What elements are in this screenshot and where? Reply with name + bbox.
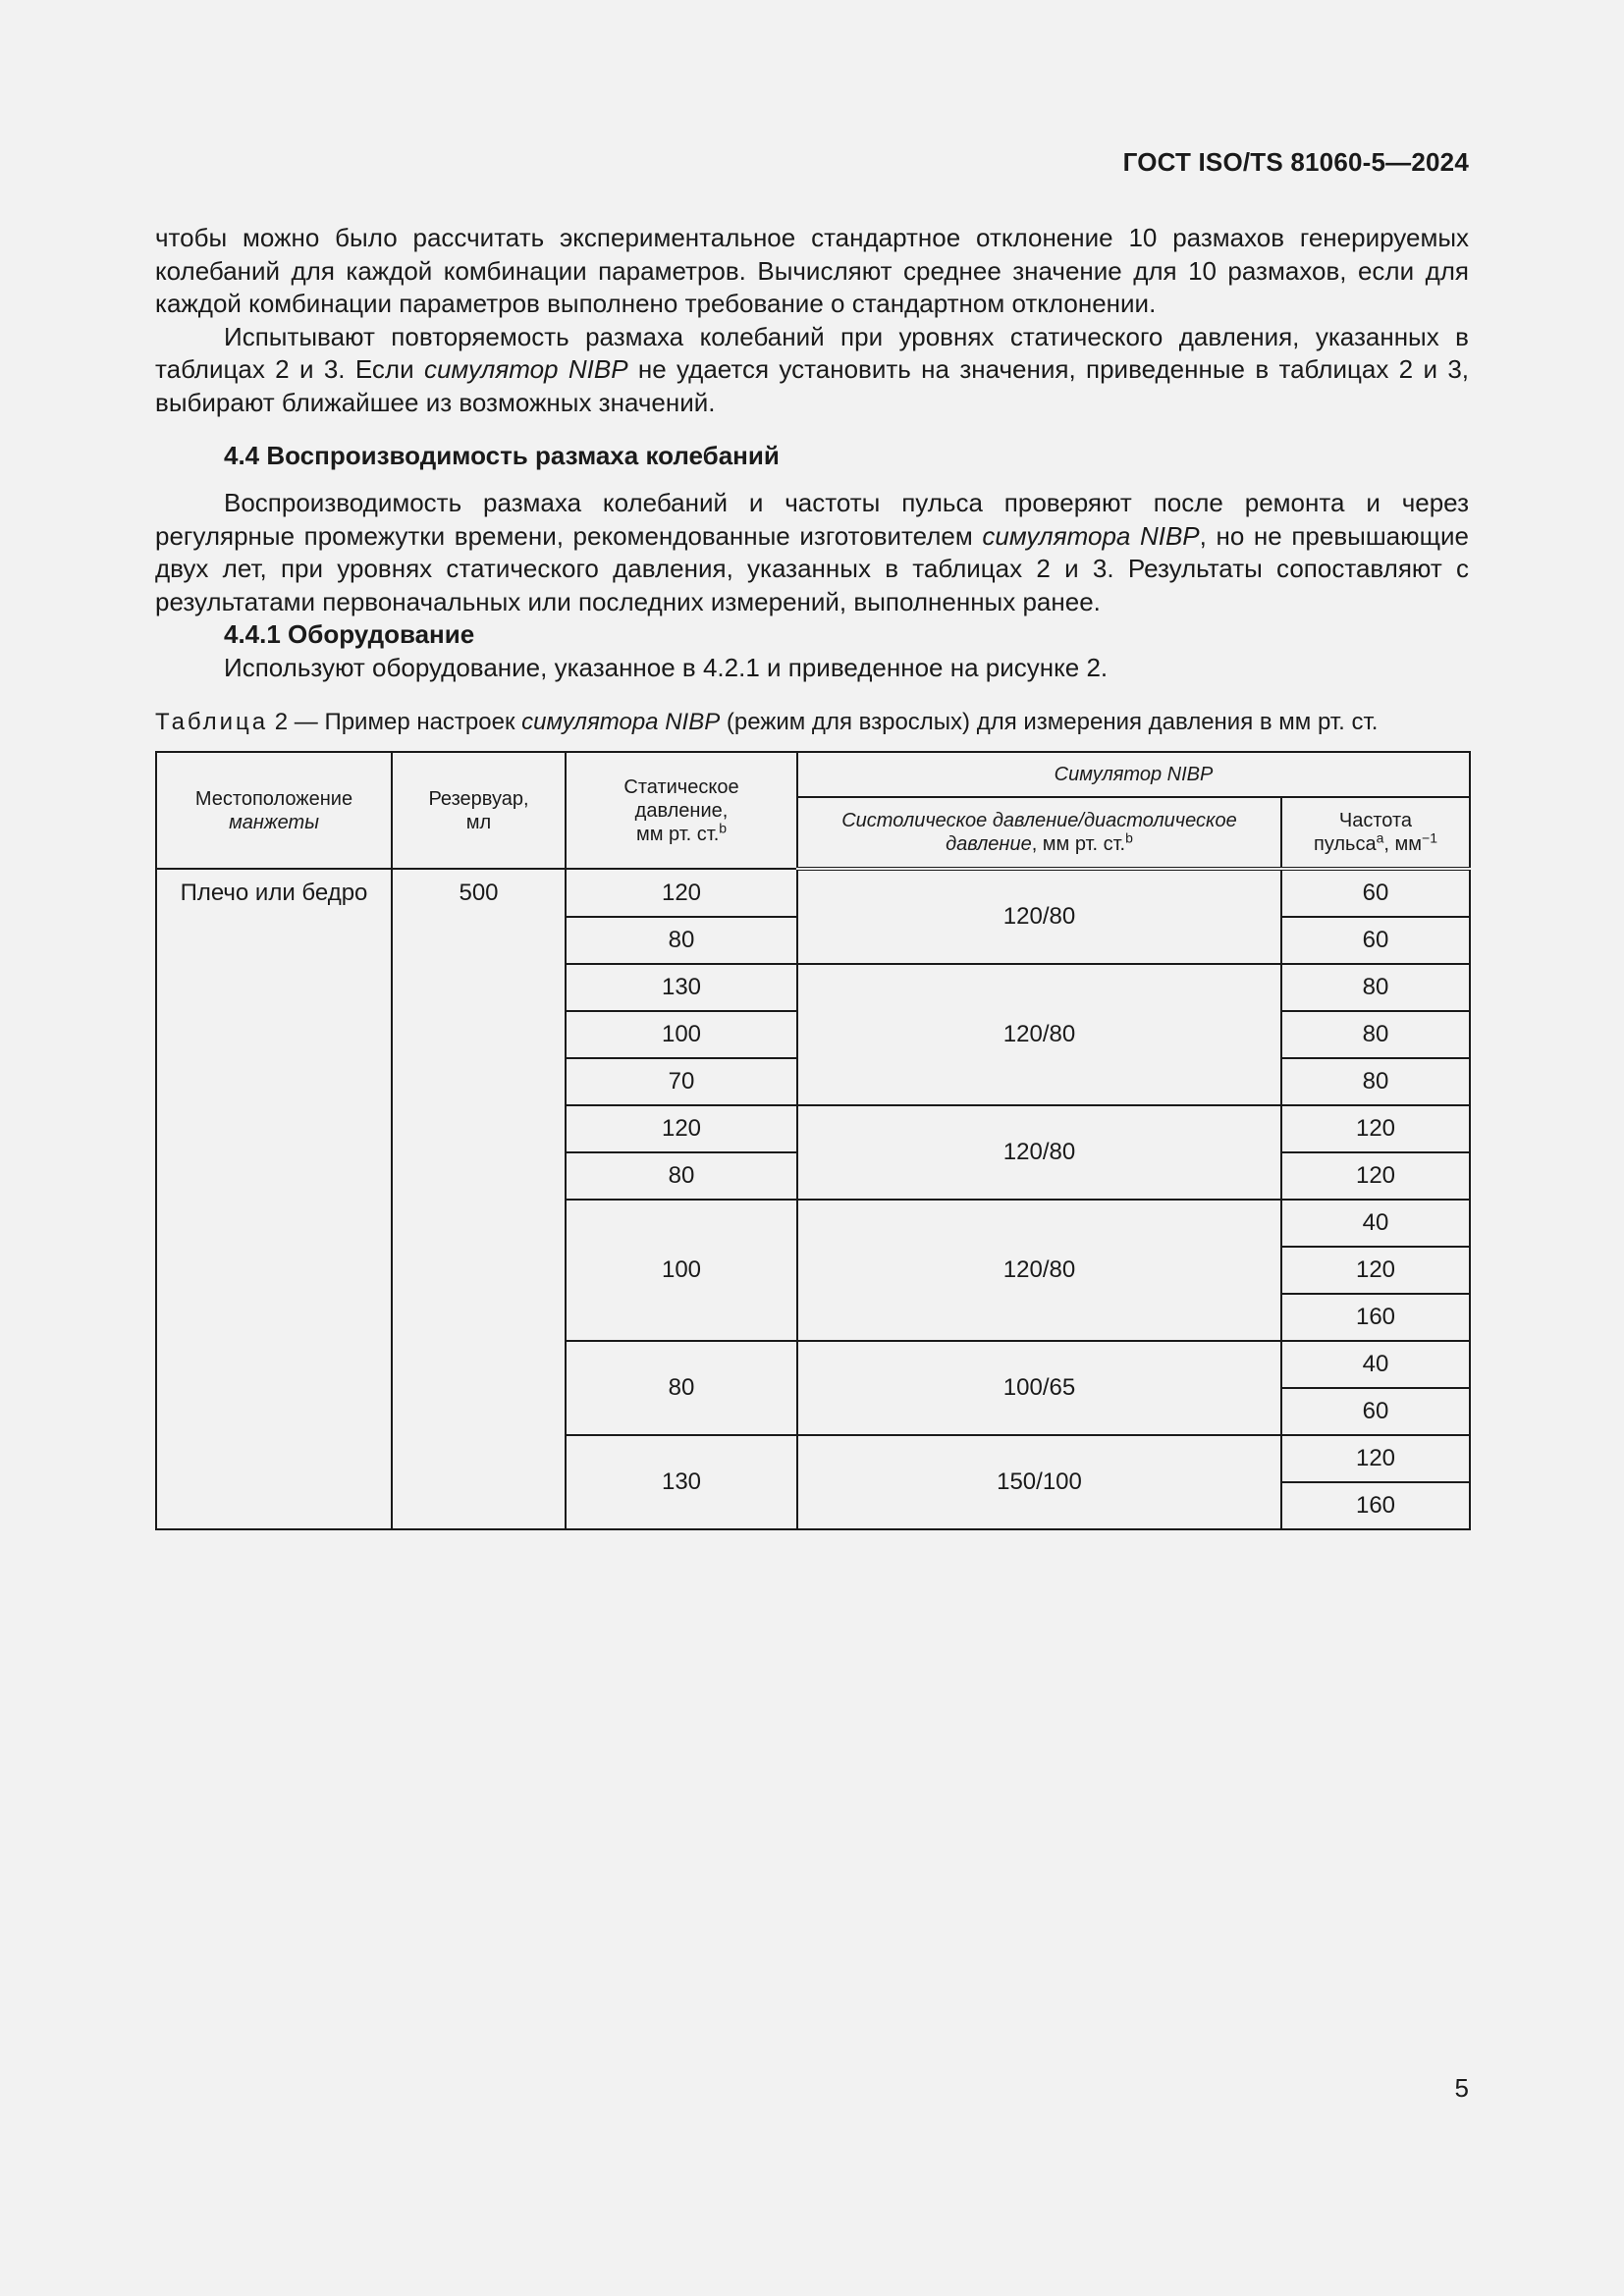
- settings-table: [155, 751, 1471, 1530]
- cell-sys-dia: 120/80: [797, 1200, 1281, 1341]
- cell-static: 80: [566, 917, 797, 964]
- cell-sys-dia: 120/80: [797, 964, 1281, 1105]
- cell-sys-dia: 120/80: [797, 869, 1281, 964]
- cell-pulse: 40: [1281, 1341, 1470, 1388]
- header-static-pressure: Статическое давление, мм рт. ст.$^b$: [566, 752, 797, 869]
- subsection-title: 4.4.1 Оборудование: [224, 619, 475, 649]
- paragraph-2: Испытывают повторяемость размаха колебаний при уровнях статического давления, указанных в таблицах 2 и 3. Если симулятор NIBP не удается установить на значения, приведенные в таблицах 2 и 3, выбирают ближайшее из возможных значений.: [155, 321, 1470, 417]
- cell-static: 120: [566, 869, 797, 917]
- cell-pulse: 120: [1281, 1152, 1470, 1200]
- cell-sys-dia: 100/65: [797, 1341, 1281, 1435]
- cell-pulse: 120: [1281, 1435, 1470, 1482]
- paragraph-4: Используют оборудование, указанное в 4.2.1 и приведенное на рисунке 2.: [224, 652, 1109, 682]
- section-title: 4.4 Воспроизводимость размаха колебаний: [224, 441, 780, 470]
- cell-static: 70: [566, 1058, 797, 1105]
- cell-static: 80: [566, 1341, 797, 1435]
- cell-pulse: 80: [1281, 964, 1470, 1011]
- table-caption: Таблица 2 — Пример настроек симулятора NIBP (режим для взрослых) для измерения давления в мм рт. ст.: [155, 709, 1379, 735]
- cell-static: 120: [566, 1105, 797, 1152]
- header-reservoir: Резервуар, мл: [392, 752, 566, 869]
- header-sys-dia: Систолическое давление/диастолическое давление, мм рт. ст.$^b$: [797, 797, 1281, 869]
- cell-static: 130: [566, 964, 797, 1011]
- cell-static: 100: [566, 1200, 797, 1341]
- header-simulator: Симулятор NIBP: [797, 752, 1470, 797]
- page-content: [155, 222, 1469, 1530]
- cell-pulse: 160: [1281, 1294, 1470, 1341]
- document-header: ГОСТ ISO/TS 81060-5—2024: [1122, 147, 1469, 177]
- cell-static: 80: [566, 1152, 797, 1200]
- cell-sys-dia: 150/100: [797, 1435, 1281, 1529]
- paragraph-3: Воспроизводимость размаха колебаний и частоты пульса проверяют после ремонта и через регулярные промежутки времени, рекомендованные изготовителем симулятора NIBP, но не превышающие двух лет, при уровнях статического давления, указанных в таблицах 2 и 3. Результаты сопоставляют с результатами первоначальных или последних измерений, выполненных ранее.: [155, 488, 1470, 616]
- cell-sys-dia: 120/80: [797, 1105, 1281, 1200]
- cell-pulse: 60: [1281, 869, 1470, 917]
- cell-static: 130: [566, 1435, 797, 1529]
- cell-pulse: 160: [1281, 1482, 1470, 1529]
- cell-location: Плечо или бедро: [156, 869, 392, 1529]
- cell-pulse: 80: [1281, 1011, 1470, 1058]
- cell-pulse: 80: [1281, 1058, 1470, 1105]
- cell-reservoir: 500: [392, 869, 566, 1529]
- page-number: 5: [1454, 2073, 1469, 2103]
- cell-pulse: 60: [1281, 917, 1470, 964]
- cell-pulse: 40: [1281, 1200, 1470, 1247]
- header-pulse-rate: Частота пульса$^a$, $мм^{-1}$: [1281, 797, 1470, 869]
- paragraph-1: чтобы можно было рассчитать экспериментальное стандартное отклонение 10 размахов генерируемых колебаний для каждой комбинации параметров. Вычисляют среднее значение для 10 размахов, если для каждой комбинации параметров выполнено требование о стандартном отклонении.: [155, 223, 1469, 318]
- cell-static: 100: [566, 1011, 797, 1058]
- cell-pulse: 60: [1281, 1388, 1470, 1435]
- header-location: Местоположение манжеты: [156, 752, 392, 869]
- cell-pulse: 120: [1281, 1105, 1470, 1152]
- cell-pulse: 120: [1281, 1247, 1470, 1294]
